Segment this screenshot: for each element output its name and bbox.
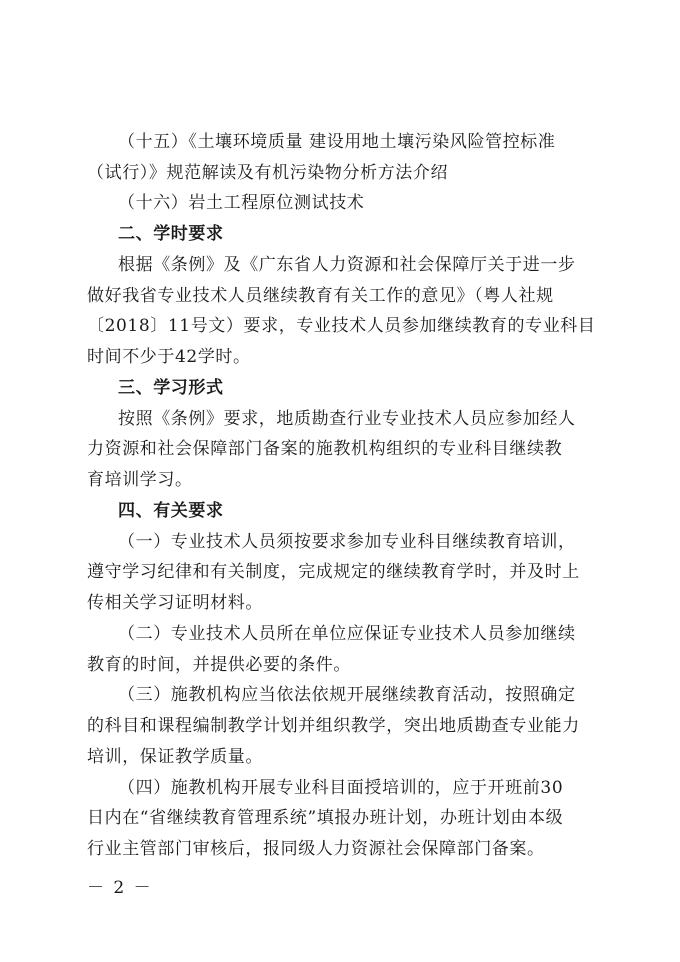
requirement-4-line-2: 日内在“省继续教育管理系统”填报办班计划，办班计划由本级 xyxy=(87,808,564,829)
list-item-15-line-2: （试行）》规范解读及有机污染物分析方法介绍 xyxy=(87,162,449,183)
list-item-16: （十六）岩土工程原位测试技术 xyxy=(118,193,365,214)
requirement-1-line-2: 遵守学习纪律和有关制度，完成规定的继续教育学时，并及时上 xyxy=(87,562,580,583)
paragraph-hours-line-2: 做好我省专业技术人员继续教育有关工作的意见》（粤人社规 xyxy=(87,285,554,306)
requirement-1-line-3: 传相关学习证明材料。 xyxy=(87,593,263,614)
section-heading-requirements: 四、有关要求 xyxy=(118,500,224,521)
paragraph-format-line-3: 育培训学习。 xyxy=(87,470,193,491)
paragraph-format-line-1: 按照《条例》要求，地质勘查行业专业技术人员应参加经人 xyxy=(118,408,576,429)
requirement-2-line-1: （二）专业技术人员所在单位应保证专业技术人员参加继续 xyxy=(118,623,576,644)
page-number: － 2 － xyxy=(87,878,153,898)
paragraph-hours-line-1: 根据《条例》及《广东省人力资源和社会保障厅关于进一步 xyxy=(118,254,576,275)
requirement-3-line-2: 的科目和课程编制教学计划并组织教学，突出地质勘查专业能力 xyxy=(87,716,580,737)
paragraph-hours-line-3: 〔2018〕11号文）要求，专业技术人员参加继续教育的专业科目 xyxy=(87,316,596,337)
section-heading-format: 三、学习形式 xyxy=(118,377,224,398)
requirement-4-line-3: 行业主管部门审核后，报同级人力资源社会保障部门备案。 xyxy=(87,839,545,859)
requirement-3-line-3: 培训，保证教学质量。 xyxy=(87,746,263,767)
paragraph-format-line-2: 力资源和社会保障部门备案的施教机构组织的专业科目继续教 xyxy=(87,439,563,460)
paragraph-hours-line-4: 时间不少于42学时。 xyxy=(87,347,251,368)
requirement-4-line-1: （四）施教机构开展专业科目面授培训的，应于开班前30 xyxy=(118,777,564,798)
requirement-1-line-1: （一）专业技术人员须按要求参加专业科目继续教育培训， xyxy=(118,531,576,552)
list-item-15-line-1: （十五）《土壤环境质量 建设用地土壤污染风险管控标准 xyxy=(118,132,556,152)
requirement-3-line-1: （三）施教机构应当依法依规开展继续教育活动，按照确定 xyxy=(118,685,576,706)
requirement-2-line-2: 教育的时间，并提供必要的条件。 xyxy=(87,654,351,675)
section-heading-hours: 二、学时要求 xyxy=(118,224,224,245)
